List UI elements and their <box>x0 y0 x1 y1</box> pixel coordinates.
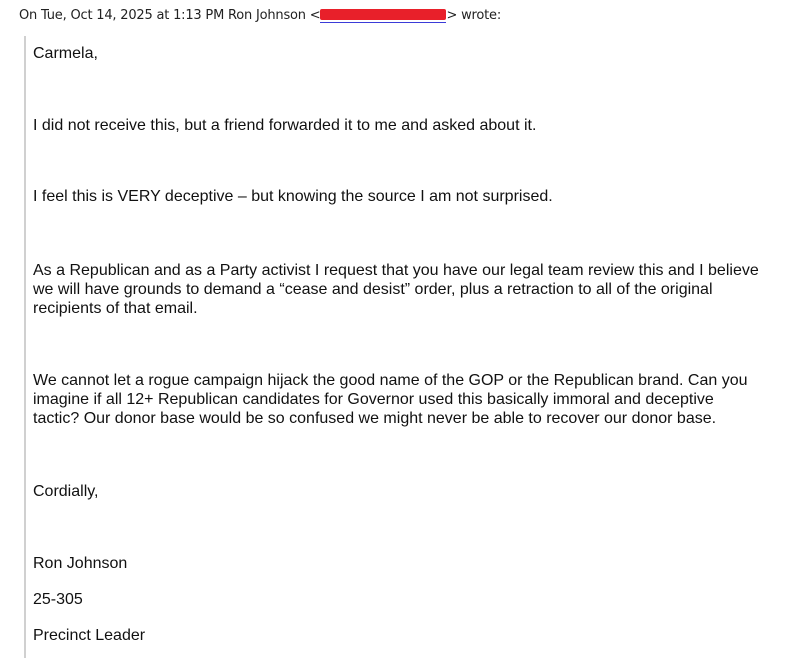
signature-title: Precinct Leader <box>33 627 146 644</box>
greeting: Carmela, <box>33 45 98 62</box>
paragraph-deceptive: I feel this is VERY deceptive – but knowing the source I am not surprised. <box>33 188 553 205</box>
paragraph-legal-request: As a Republican and as a Party activist I request that you have our legal team review this and I believe we will have grounds to demand a “cease and desist” order, plus a retraction to all of the original recipients of that email. <box>33 262 759 317</box>
quoted-email-header <box>19 8 501 23</box>
quote-bar <box>24 36 26 658</box>
signature-name: Ron Johnson <box>33 555 128 572</box>
signature-id: 25-305 <box>33 591 83 608</box>
paragraph-received: I did not receive this, but a friend forwarded it to me and asked about it. <box>33 117 537 134</box>
paragraph-gop-brand: We cannot let a rogue campaign hijack the good name of the GOP or the Republican brand. Can you imagine if all 12+ Republican candidates for Governor used this basically immoral and deceptive tactic? Our donor base would be so confused we might never be able to recover our donor base. <box>33 372 748 427</box>
closing: Cordially, <box>33 483 99 500</box>
header-suffix: > wrote: <box>446 8 501 23</box>
header-prefix: On Tue, Oct 14, 2025 at 1:13 PM Ron Johnson < <box>19 8 321 23</box>
redacted-email-address <box>320 9 446 20</box>
